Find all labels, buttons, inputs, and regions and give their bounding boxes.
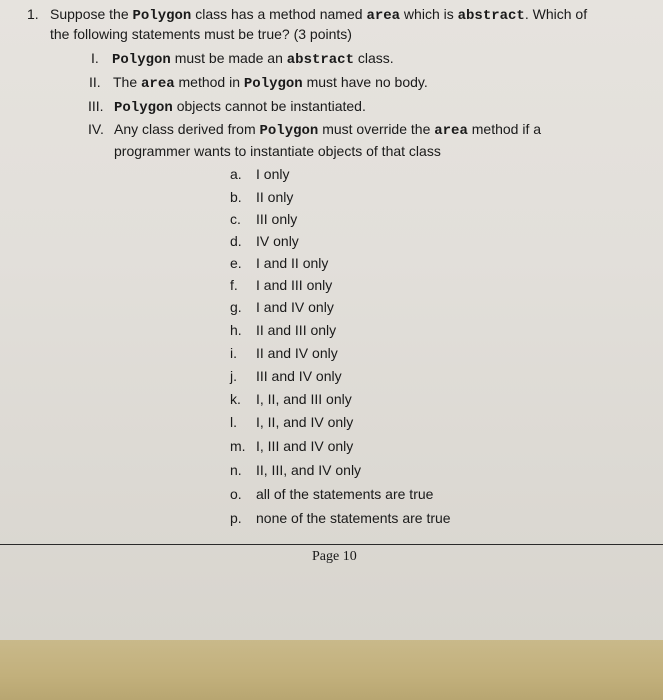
option-n: n. II, III, and IV only <box>230 462 362 478</box>
option-p: p. none of the statements are true <box>230 510 451 526</box>
statement-3: III. Polygon objects cannot be instantiated. <box>88 98 366 116</box>
footer-divider <box>0 544 663 545</box>
option-e: e. I and II only <box>230 255 329 271</box>
question-stem-line-2: the following statements must be true? (3 points) <box>50 26 352 42</box>
option-l: l. I, II, and IV only <box>230 414 354 430</box>
statement-numeral: I. <box>91 50 99 66</box>
option-a: a. I only <box>230 166 290 182</box>
code-abstract: abstract <box>457 8 525 24</box>
option-i: i. II and IV only <box>230 345 338 361</box>
question-stem-line-1: Suppose the Polygon class has a method named area which is abstract. Which of <box>50 6 588 24</box>
statement-4-continuation: programmer wants to instantiate objects of that class <box>114 143 441 159</box>
option-g: g. I and IV only <box>230 299 334 315</box>
question-number: 1. <box>27 6 39 22</box>
statement-numeral: III. <box>88 98 104 114</box>
option-d: d. IV only <box>230 233 299 249</box>
option-f: f. I and III only <box>230 277 333 293</box>
page-number: Page 10 <box>312 549 357 564</box>
option-o: o. all of the statements are true <box>230 486 434 502</box>
statement-4: IV. Any class derived from Polygon must override the area method if a <box>88 121 542 139</box>
code-polygon: Polygon <box>132 8 192 24</box>
statement-numeral: II. <box>89 74 101 90</box>
option-c: c. III only <box>230 211 298 227</box>
desk-surface <box>0 640 663 700</box>
statement-1: I. Polygon must be made an abstract class. <box>91 50 394 68</box>
option-b: b. II only <box>230 189 294 205</box>
option-h: h. II and III only <box>230 322 337 338</box>
code-area: area <box>366 8 401 24</box>
option-k: k. I, II, and III only <box>230 391 352 407</box>
option-m: m. I, III and IV only <box>230 438 354 454</box>
option-j: j. III and IV only <box>230 368 342 384</box>
statement-numeral: IV. <box>88 121 104 137</box>
statement-2: II. The area method in Polygon must have no body. <box>89 74 428 92</box>
